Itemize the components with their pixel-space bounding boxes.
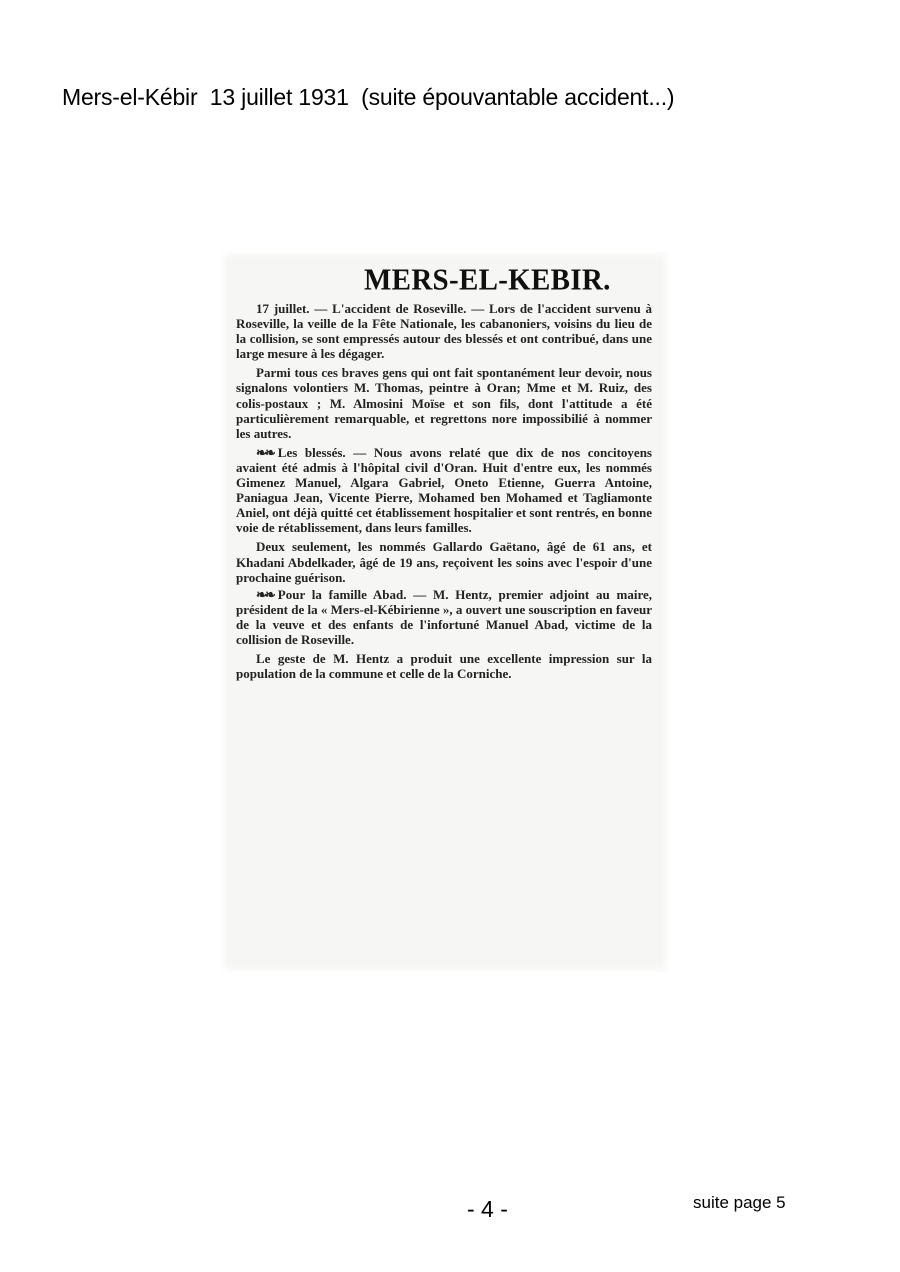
page-number: - 4 -: [467, 1196, 508, 1222]
article-paragraph: 17 juillet. — L'accident de Roseville. — Lors de l'accident survenu à Roseville, la veille de la Fête Nationale, les cabanoniers, voisins du lieu de la collision, se sont empressés autour des blessés et ont contribué, dans une large mesure à les dégager.: [236, 301, 652, 362]
section-separator-icon: ❧❧: [256, 586, 274, 602]
article-paragraph: Deux seulement, les nommés Gallardo Gaëtano, âgé de 61 ans, et Khadani Abdelkader, âgé de 19 ans, reçoivent les soins avec l'espoir d'une prochaine guérison.: [236, 539, 652, 585]
article-paragraph-text: Les blessés. — Nous avons relaté que dix de nos concitoyens avaient été admis à l'hôpital civil d'Oran. Huit d'entre eux, les nommés Gimenez Manuel, Algara Gabriel, Oneto Etienne, Guerra Antoine, Paniagua Jean, Vicente Pierre, Mohamed ben Mohamed et Tagliamonte Aniel, ont déjà quitté cet établissement hospitalier et sont rentrés, en bonne voie de rétablissement, dans leurs familles.: [236, 444, 652, 536]
page-title: Mers-el-Kébir 13 juillet 1931 (suite épouvantable accident...): [62, 84, 675, 110]
article-body: [236, 301, 652, 681]
article-headline: MERS-EL-KEBIR.: [364, 263, 611, 297]
article-paragraph: Le geste de M. Hentz a produit une excellente impression sur la population de la commune et celle de la Corniche.: [236, 651, 652, 682]
article-paragraph-text: Pour la famille Abad. — M. Hentz, premier adjoint au maire, président de la « Mers-el-Kébirienne », a ouvert une souscription en faveur de la veuve et des enfants de l'infortuné Manuel Abad, victime de la collision de Roseville.: [236, 586, 652, 647]
article-paragraph: [236, 587, 652, 647]
article-paragraph: [236, 445, 652, 536]
section-separator-icon: ❧❧: [256, 444, 274, 460]
newspaper-clipping: [228, 258, 662, 966]
continuation-note: suite page 5: [693, 1193, 786, 1212]
article-paragraph: Parmi tous ces braves gens qui ont fait spontanément leur devoir, nous signalons volontiers M. Thomas, peintre à Oran; Mme et M. Ruiz, des colis-postaux ; M. Almosini Moïse et son fils, dont l'attitude a été particulièrement remarquable, et regrettons nore impossibilié à nommer les autres.: [236, 365, 652, 441]
